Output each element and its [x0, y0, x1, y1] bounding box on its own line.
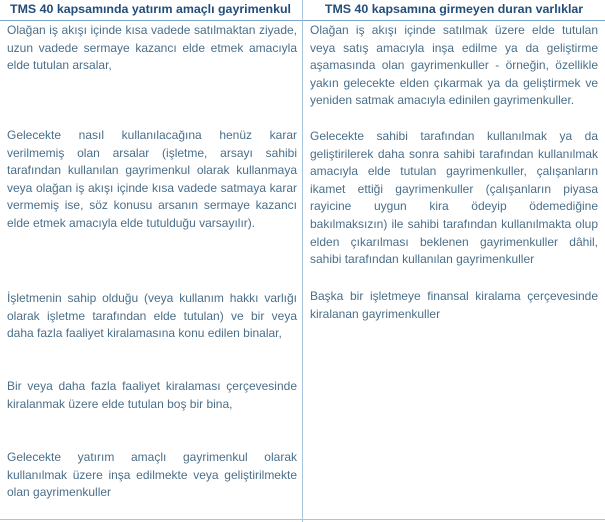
table-bottom-border: [0, 519, 605, 520]
left-item-2: Gelecekte nasıl kullanılacağına henüz karar verilmemiş olan arsalar (işletme, arsayı sahibi tarafından kullanılan gayrimenkul olarak kullanmaya veya olağan iş akışı içinde kısa vadede satmaya karar vermemiş ise, söz konusu arsanın sermaye kazancı elde etmek amacıyla elde tutulduğu varsayılır).: [7, 128, 297, 230]
header-investment-property: TMS 40 kapsamında yatırım amaçlı gayrimenkul: [10, 2, 291, 16]
left-item-4: Bir veya daha fazla faaliyet kiralaması çerçevesinde kiralanmak üzere elde tutulan boş bir bina,: [7, 379, 297, 411]
header-excluded-assets: TMS 40 kapsamına girmeyen duran varlıklar: [324, 2, 584, 16]
left-item-3: İşletmenin sahip olduğu (veya kullanım hakkı varlığı olarak işletme tarafından elde tutulan) ve bir veya daha fazla faaliyet kiralamasına konu edilen binalar,: [7, 291, 297, 341]
right-item-1: Olağan iş akışı içinde satılmak üzere elde tutulan veya satış amacıyla inşa edilme ya da geliştirme aşamasında olan gayrimenkuller - örneğin, özellikle yakın gelecekte elden çıkarmak ya da geliştirmek ve yeniden satmak amacıyla edinilen gayrimenkuller.: [310, 23, 598, 108]
left-item-5: Gelecekte yatırım amaçlı gayrimenkul olarak kullanılmak üzere inşa edilmekte veya geliştirilmekte olan gayrimenkuller: [7, 450, 297, 500]
right-item-2: Gelecekte sahibi tarafından kullanılmak ya da geliştirilerek daha sonra sahibi tarafından kullanılmak amacıyla elde tutulan gayrimenkuller, çalışanların ikamet ettiği gayrimenkuller (çalışanların piyasa rayicine uygun kira ödeyip ödemediğine bakılmaksızın) ile sahibi tarafından kullanılmakta olup elden çıkarılması beklenen gayrimenkuller dâhil, sahibi tarafından kullanılan gayrimenkuller: [310, 129, 598, 267]
left-item-1: Olağan iş akışı içinde kısa vadede satılmaktan ziyade, uzun vadede sermaye kazancı elde etmek amacıyla elde tutulan arsalar,: [7, 23, 297, 73]
right-item-3: Başka bir işletmeye finansal kiralama çerçevesinde kiralanan gayrimenkuller: [310, 289, 598, 321]
column-divider: [302, 0, 303, 522]
